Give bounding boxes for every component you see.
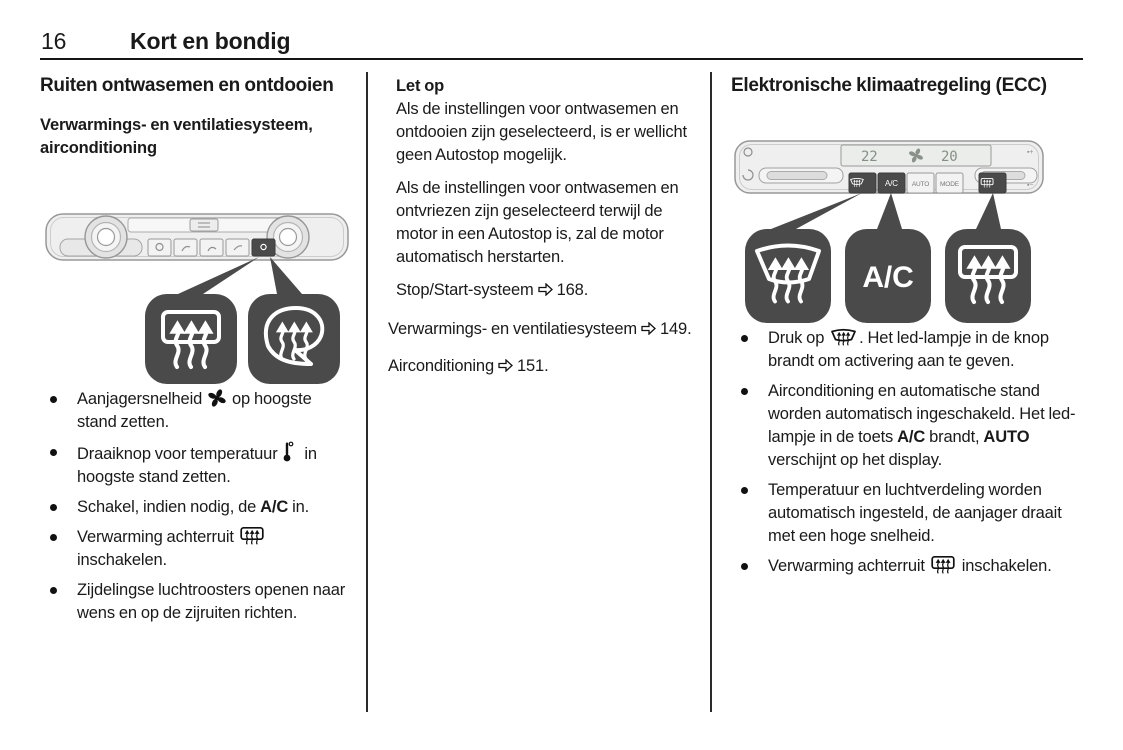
reference-page: 168. [556,281,589,299]
page-link-arrow-icon [538,283,553,296]
list-item [731,327,1085,373]
bullet-text: op hoogste stand zetten. [77,390,312,431]
list-item [40,579,354,625]
ac-button-label: A/C [885,179,898,188]
airflow-buttons [148,239,275,256]
left-column [40,75,354,632]
bullet-text: verschijnt op het display. [768,451,943,469]
rear-window-heating-icon [931,556,956,574]
bullet-text: Schakel, indien nodig, de [77,498,261,516]
bullet-text: inschakelen. [957,557,1052,575]
rear-defrost-button [979,173,1006,193]
bullet-text: in hoogste stand zetten. [77,445,317,486]
subsection-heading: Verwarmings- en ventilatiesysteem, airconditioning [40,116,313,157]
bullet-text: Temperatuur en luchtverdeling worden automatisch ingesteld, de aanjager draait met een hoge snelheid. [768,481,1062,545]
list-item [40,526,354,572]
bullet-text: . Het led-lampje in de knop brandt om activering aan te geven. [768,329,1049,370]
list-item [40,388,354,434]
heater-panel-illustration [40,206,370,388]
bullet-text: in. [288,498,310,516]
reference-page: 149. [660,320,692,338]
rear-window-heating-tile [145,294,237,384]
front-defrost-tile [745,229,831,323]
rear-defrost-tile [945,229,1031,323]
defrost-button [252,239,275,256]
bullet-text: Zijdelingse luchtroosters openen naar wens en op de zijruiten richten. [77,581,346,622]
ac-tile [845,229,931,323]
bullet-text: Airconditioning en automatische stand worden automatisch ingeschakeld. Het led-lampje in de toets [768,382,1076,446]
ac-label: A/C [897,428,926,446]
auto-button-label: AUTO [911,181,930,188]
callout-wedge-right [270,257,302,294]
left-knob [85,216,127,258]
bullet-text: Verwarming achterruit [77,528,238,546]
auto-label: AUTO [983,428,1030,446]
heater-control-panel [46,214,348,260]
fan-icon [208,389,226,407]
page-reference[interactable] [388,355,696,378]
right-column [731,75,1085,585]
note-title: Let op [396,77,445,95]
reference-page: 151. [516,357,549,375]
reference-label: Stop/Start-systeem [396,281,534,299]
front-defrost-button [849,173,876,193]
note-block [396,75,696,302]
bullet-text: Draaiknop voor temperatuur [77,445,282,463]
list-item [731,479,1085,548]
page-link-arrow-icon [498,359,513,372]
ecc-buttons [849,173,1006,193]
note-paragraph: Als de instellingen voor ontwasemen en ontdooien zijn geselecteerd, is er wellicht geen Autostop mogelijk. [396,100,687,164]
ecc-control-panel [735,141,1043,193]
mode-button-label: MODE [940,181,959,188]
display-left-temp: 22 [861,149,878,165]
page-reference[interactable] [396,279,696,302]
page-number: 16 [41,28,67,54]
right-bullet-list [731,327,1085,578]
svg-text:▪−: ▪− [1027,182,1034,189]
ac-label: A/C [260,498,289,516]
reference-label: Airconditioning [388,357,494,375]
column-divider-1 [366,72,368,712]
bullet-text: Aanjagersnelheid [77,390,207,408]
display-right-temp: 20 [941,149,958,165]
windshield-defrost-icon [830,328,857,346]
note-paragraph: Als de instellingen voor ontwasemen en ontvriezen zijn geselecteerd terwijl de motor in een Autostop is, zal de motor automatisch herstarten. [396,179,679,266]
bullet-text: Druk op [768,329,829,347]
list-item [40,496,354,519]
temperature-icon [283,441,298,463]
callout-wedge-2 [877,193,902,229]
page-reference[interactable] [388,318,696,341]
svg-text:▪+: ▪+ [1027,149,1034,156]
left-bullet-list [40,388,354,625]
header-rule [40,58,1083,60]
ac-tile-label: A/C [862,261,914,294]
list-item [40,441,354,489]
page-title: Kort en bondig [130,28,291,54]
callout-wedge-3 [976,193,1001,229]
cross-references [388,318,696,378]
callout-wedge-left [178,257,259,294]
page-link-arrow-icon [641,322,656,335]
callout-wedge-1 [771,193,862,229]
rear-window-heating-icon [240,527,265,545]
column-divider-2 [710,72,712,712]
section-heading-demist: Ruiten ontwasemen en ontdooien [40,75,334,96]
bullet-text: inschakelen. [77,551,167,569]
list-item [731,555,1085,578]
bullet-text: brandt, [925,428,984,446]
reference-label: Verwarmings- en ventilatiesysteem [388,320,637,338]
heated-mirror-tile [248,294,340,384]
section-heading-ecc: Elektronische klimaatregeling (ECC) [731,75,1047,96]
ecc-panel-illustration [731,137,1087,327]
middle-column [388,75,696,392]
list-item [731,380,1085,472]
bullet-text: Verwarming achterruit [768,557,929,575]
